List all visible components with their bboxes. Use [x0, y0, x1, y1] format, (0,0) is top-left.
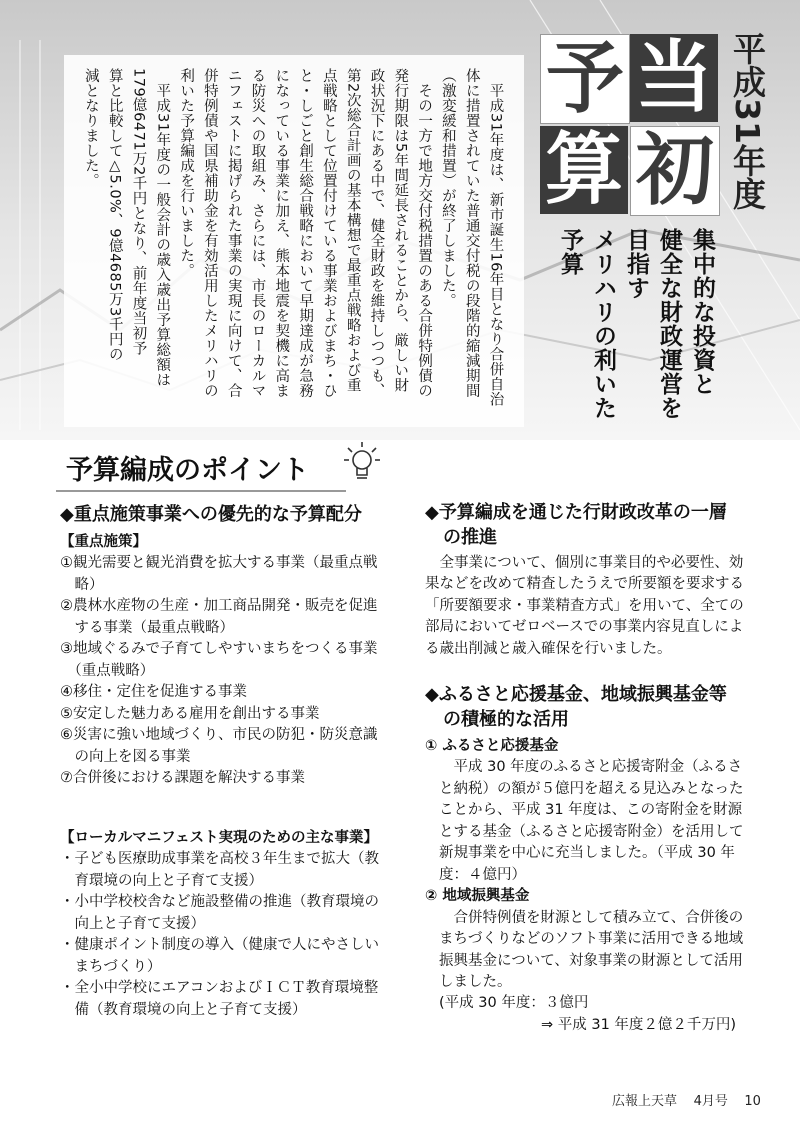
sub2-line: 合併特例債を財源として積み立て、合併後の	[439, 909, 744, 926]
manifest-item-line: ・子ども医療助成事業を高校３年生まで拡大（教	[60, 851, 379, 868]
priority-item-line: ②農林水産物の生産・加工商品開発・販売を促進	[60, 598, 378, 615]
intro-column: （激変緩和措置）が終了しました。	[439, 68, 456, 308]
priority-item-line: ⑥災害に強い地域づくり、市民の防犯・防災意識	[60, 727, 378, 744]
intro-column: 179億6471万2千円となり、前年度当初予	[130, 68, 147, 356]
priority-item-line: ⑤安定した魅力ある雇用を創出する事業	[60, 705, 320, 722]
priority-item-line: ⑦合併後における課題を解決する事業	[60, 769, 305, 786]
section1-line: る歳出削減と歳入確保を行いました。	[425, 640, 672, 657]
intro-column: 減となりました。	[82, 68, 99, 188]
manifest-label: 【ローカルマニフェスト実現のための主な事業】	[60, 830, 378, 846]
right-section2-title-line2: の積極的な活用	[425, 709, 569, 731]
section2-body	[425, 736, 775, 1036]
sub1-title: ① ふるさと応援基金	[425, 738, 559, 754]
fund-note-1: (平成 30 年度：３億円	[439, 995, 589, 1012]
publication-name: 広報上天草	[612, 1094, 678, 1109]
manifest-item-line: 備（教育環境の向上と子育て支援）	[60, 1001, 307, 1018]
page-number: 10	[744, 1094, 761, 1109]
intro-column: 平成31年度の一般会計の歳入歳出予算総額は	[154, 68, 171, 388]
section1-body	[425, 553, 775, 660]
heading-underline	[56, 490, 346, 492]
subtitle-line-4: メリハリの利いた	[590, 228, 616, 420]
year-label: 平成31年度	[728, 32, 767, 210]
intro-column: 平成31年度は、新市誕生16年目となり合併自治	[487, 68, 504, 407]
manifest-item-line: まちづくり）	[60, 958, 162, 975]
priority-label: 【重点施策】	[60, 534, 147, 550]
subtitle-line-1: 集中的な投資と	[689, 228, 715, 396]
intro-column: る防災への取組み、さらには、市長のローカルマ	[249, 68, 266, 398]
priority-item-line: 略）	[60, 576, 104, 593]
sub2-line: しました。	[439, 973, 512, 990]
priority-item-line: ③地域ぐるみで子育てしやすいまちをつくる事業	[60, 641, 378, 658]
sub1-line: ことから、平成 31 年度は、この寄附金を財源	[439, 802, 743, 819]
manifest-block	[60, 828, 410, 1021]
manifest-item-line: ・健康ポイント制度の導入（健康で人にやさしい	[60, 937, 379, 954]
sub2-line: まちづくりなどのソフト事業に活用できる地域	[439, 931, 744, 948]
section1-line: 果などを改めて精査したうえで所要額を要求する	[425, 576, 744, 593]
manifest-item-line: ・小中学校校舎など施設整備の推進（教育環境の	[60, 894, 379, 911]
manifest-item-line: ・全小中学校にエアコンおよびＩＣＴ教育環境整	[60, 980, 379, 997]
intro-column: 発行期限は5年間延長されることから、厳しい財	[392, 68, 409, 393]
right-section2-title-line1: ◆ふるさと応援基金、地域振興基金等	[425, 684, 727, 705]
subtitle-line-2: 健全な財政運営を	[656, 228, 682, 420]
title-char-sho: 初	[630, 126, 720, 216]
lightbulb-icon	[342, 438, 382, 484]
manifest-item-line: 向上と子育て支援）	[60, 915, 205, 932]
priority-item-line: ①観光需要と観光消費を拡大する事業（最重点戦	[60, 555, 378, 572]
priority-item-line: する事業（最重点戦略）	[60, 619, 234, 636]
fund-note-2: ⇒ 平成 31 年度２億２千万円)	[541, 1016, 737, 1033]
right-section1-title	[425, 500, 727, 550]
sub1-line: 新規事業を中心に充当しました。（平成 30 年	[439, 845, 735, 862]
section1-line: 部局においてゼロベースでの事業内容見直しによ	[425, 619, 744, 636]
intro-column: 点戦略として位置付けている事業およびまち・ひ	[320, 68, 337, 398]
intro-column: ニフェストに掲げられた事業の実現に向けて、合	[225, 68, 242, 398]
sub2-line: 振興基金について、対象事業の財源として活用	[439, 952, 743, 969]
priority-item-line: （重点戦略）	[60, 662, 155, 679]
title-char-yo: 予	[540, 34, 630, 124]
priority-item-line: ④移住・定住を促進する事業	[60, 684, 247, 701]
intro-column: 体に措置されていた普通交付税の段階的縮減期間	[463, 68, 480, 398]
sub2-title: ② 地域振興基金	[425, 888, 530, 905]
manifest-item-line: 育環境の向上と子育て支援）	[60, 872, 263, 889]
title-char-san: 算	[540, 126, 628, 214]
page-footer	[612, 1090, 761, 1109]
intro-column: その一方で地方交付税措置のある合併特例債の	[416, 68, 433, 398]
intro-column: 第2次総合計画の基本構想で最重点戦略および重	[344, 68, 361, 393]
subtitle-line-5: 予算	[557, 228, 583, 276]
section1-line: 全事業について、個別に事業目的や必要性、効	[425, 555, 744, 571]
sub1-line: と納税）の額が５億円を超える見込みとなった	[439, 780, 744, 797]
right-section1-title-line1: ◆予算編成を通じた行財政改革の一層	[425, 502, 727, 523]
subtitle-line-3: 目指す	[623, 228, 649, 300]
right-section2-title	[425, 682, 727, 732]
priority-block	[60, 532, 410, 789]
intro-column: 算と比較して△5.0%、9億4685万3千円の	[106, 68, 123, 362]
right-section1-title-line2: の推進	[425, 527, 497, 549]
intro-column: と・しごと創生総合戦略において早期達成が急務	[297, 68, 314, 398]
intro-column: になっている事業に加え、熊本地震を契機に高ま	[273, 68, 290, 398]
priority-item-line: の向上を図る事業	[60, 748, 191, 765]
title-char-tou: 当	[630, 34, 718, 122]
issue-label: 4月号	[693, 1094, 728, 1109]
sub1-line: とする基金（ふるさと応援寄附金）を活用して	[439, 823, 744, 840]
sub1-line: 平成 30 年度のふるさと応援寄附金（ふるさ	[439, 759, 743, 776]
intro-column: 政状況下にある中で、健全財政を維持しつつも、	[368, 68, 385, 398]
intro-column: 利いた予算編成を行いました。	[178, 68, 195, 278]
left-section-title: ◆重点施策事業への優先的な予算配分	[60, 504, 362, 525]
sub1-line: 度：４億円）	[439, 866, 526, 883]
intro-column: 併特例債や国県補助金を有効活用したメリハリの	[201, 68, 218, 398]
section1-line: 「所要額要求・事業精査方式」を用いて、全ての	[425, 597, 744, 614]
points-heading: 予算編成のポイント	[66, 455, 309, 486]
